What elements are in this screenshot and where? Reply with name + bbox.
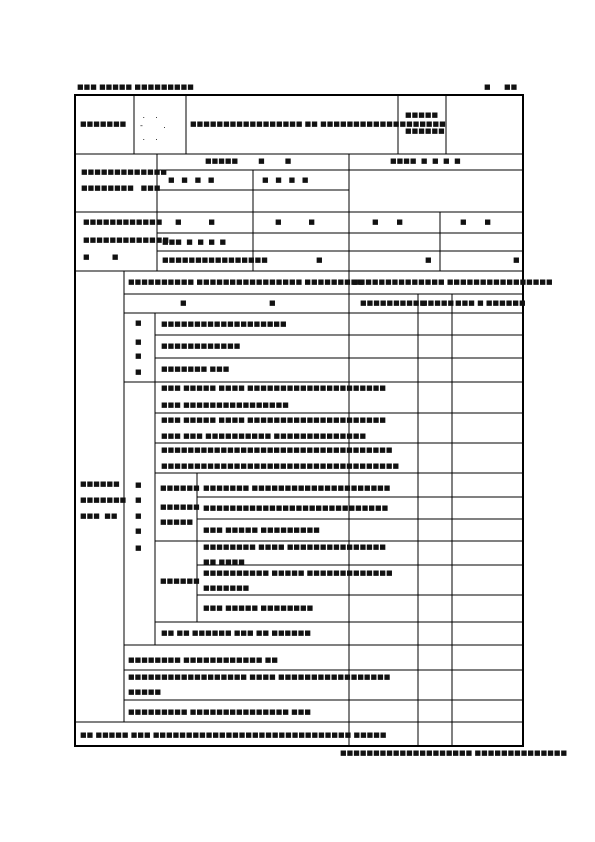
group-label-char: ■ [135, 368, 142, 376]
subgroup-label: ■■■■■ [160, 518, 194, 526]
table-row-label: ■■■■■■■■ ■■■■■■■■■■■■ ■■ [128, 656, 278, 664]
business-year-label: ■■■■■■■ [80, 120, 127, 128]
section-label: ■■■■■■■ [80, 496, 127, 504]
period-block-label: ■■■■■■■■■■■■■ [83, 236, 169, 244]
unit-label: ■ [425, 256, 432, 264]
corp-name-label: ■■■■■ [405, 111, 439, 119]
column-header: ■ ■ [275, 218, 315, 226]
company-block-label: ■■■■■■■■ ■■■ [81, 184, 161, 192]
group-label-char: ■ [135, 481, 142, 489]
column-header: ■ ■ [372, 218, 404, 226]
section-label: ■■■ ■■ [80, 512, 118, 520]
corp-number-label: ■■■■■■ [405, 127, 445, 135]
column-header-item: ■ ■ [180, 299, 276, 307]
table-row-label: ■■■ ■■■■■ ■■■■ ■■■■■■■■■■■■■■■■■■■■■ [161, 416, 386, 424]
table-row-label: ■■■■■■■ ■■■■■■■■■■■■■■■■■■■■■ [203, 484, 391, 492]
table-row-label: ■■■■■■■■■■■■■■■■■■■■■■■■■■■■■■■■■■■ [161, 446, 393, 454]
column-header-note: ■■■ ■ ■■■■■■ [455, 299, 526, 307]
group-label-char: ■ [135, 319, 142, 327]
table-row-label: ■■■■■■■ [203, 584, 250, 592]
unit-label: ■ [513, 256, 520, 264]
table-row-label: ■■■ ■■■■■■■■■■■■■■■■ [161, 401, 289, 409]
column-header: ■ ■ [175, 218, 215, 226]
subgroup-label: ■■■■■■ [160, 484, 200, 492]
section-header-right: ■■■■■■■■■■■■■■ ■■■■■■■■■■■■■■■■ [352, 278, 553, 286]
column-header-code: ■■■■■ [421, 299, 455, 307]
form-number: ■■■ ■■■■■ ■■■■■■■■■ [77, 83, 194, 91]
table-row-label: ■■■ ■■■■■ ■■■■■■■■ [203, 604, 314, 612]
business-year-date-separator: - . [140, 121, 166, 130]
group-total-label: ■■ ■■ ■■■■■■ ■■■ ■■ ■■■■■■ [161, 629, 312, 637]
table-row-label: ■■■■■■■■■■■■■■■■■■■■■■■■■■■■■■■■■■■■ [161, 462, 400, 470]
paper-size-note: ■■■■■■■■■■■■■■■■■■■■ ■■■■■■■■■■■■■■ [340, 749, 568, 757]
company-block-label: ■■■■■■■■■■■■■ [81, 168, 167, 176]
table-row-label: ■■■■■■■■■ ■■■■■■■■■■■■■■■ ■■■ [128, 708, 312, 716]
table-row-label: ■■■■■■■■■■■■■■■■■■■■■■■■■■■■ [203, 504, 389, 512]
table-row-label: ■■■■■■■■ ■■■■ ■■■■■■■■■■■■■■■ [203, 543, 387, 551]
table-row-label: ■■■■■■■ ■■■ [161, 365, 230, 373]
group-label-char: ■ [135, 496, 142, 504]
right-header: ■■■■ ■ ■ ■ ■ [390, 157, 461, 165]
table-row-label: ■■■■■■■■■■■■ [161, 342, 241, 350]
business-year-date-end: . . [140, 133, 158, 142]
form-title: ■■■■■■■■■■■■■■■■■ ■■ ■■■■■■■■■■■■■■■■■■■ [190, 120, 446, 128]
table-row-label: ■■■■■■■■■■■■■■■■■■■ [161, 320, 287, 328]
table-row-label: ■■■■■ [128, 688, 162, 696]
period-block-label: ■■■■■■■■■■■■ [83, 218, 163, 226]
business-year-date-start: . . [140, 111, 158, 120]
unit-label: ■ [316, 256, 323, 264]
group-label-char: ■ [135, 544, 142, 552]
group-label-char: ■ [135, 338, 142, 346]
table-row-label: ■■ ■■■■ [203, 558, 245, 566]
row-label: ■■■■■■■■■■■■■■■■ [162, 256, 268, 264]
group-label-char: ■ [135, 527, 142, 535]
table-row-label: ■■■ ■■■ ■■■■■■■■■■ ■■■■■■■■■■■■■■ [161, 432, 367, 440]
page-side-label: ■ ■■ [484, 83, 518, 91]
company-header: ■■■■■ ■ ■ [205, 157, 292, 165]
column-header-amount: ■■■■■■■■■■ [360, 299, 427, 307]
summary-label: ■■ ■■■■■ ■■■ ■■■■■■■■■■■■■■■■■■■■■■■■■■■■■■ ■■■■■ [80, 731, 387, 739]
section-label: ■■■■■■ [80, 480, 120, 488]
table-row-label: ■■■ ■■■■■ ■■■■■■■■■ [203, 526, 320, 534]
section-header-left: ■■■■■■■■■■ ■■■■■■■■■■■■■■■■ ■■■■■■■■■ [128, 278, 364, 286]
table-row-label: ■■■■■■■■■■■■■■■■■■ ■■■■ ■■■■■■■■■■■■■■■■■ [128, 673, 391, 681]
company-subheader: ■ ■ ■ ■ [262, 176, 309, 184]
period-block-label: ■ ■ [83, 253, 119, 261]
group-label-char: ■ [135, 512, 142, 520]
table-row-label: ■■■■■■■■■■ ■■■■■ ■■■■■■■■■■■■■ [203, 569, 393, 577]
table-row-label: ■■■ ■■■■■ ■■■■ ■■■■■■■■■■■■■■■■■■■■■ [161, 384, 386, 392]
company-subheader: ■ ■ ■ ■ [168, 176, 215, 184]
subgroup-label: ■■■■■■ [160, 503, 200, 511]
group-label-char: ■ [135, 352, 142, 360]
subgroup-label: ■■■■■■ [160, 577, 200, 585]
column-header: ■ ■ [460, 218, 492, 226]
row-label: ■■■ ■ ■ ■ ■ [162, 238, 227, 246]
